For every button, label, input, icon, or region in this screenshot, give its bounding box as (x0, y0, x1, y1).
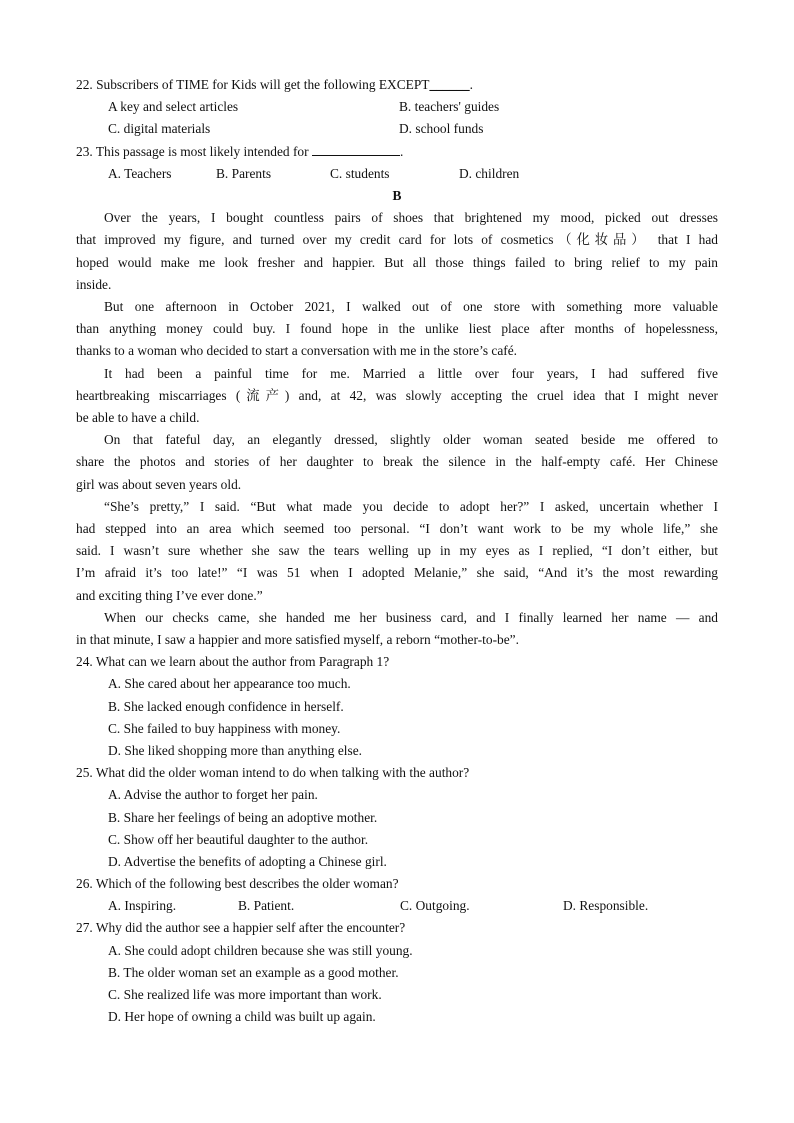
passage-line: I’m afraid it’s too late!” “I was 51 when I adopted Melanie,” she said, “And it’s the most rewarding (76, 565, 718, 581)
question-23-end: . (399, 143, 404, 159)
option-27-d: D. Her hope of owning a child was built up again. (108, 1009, 376, 1025)
section-heading-b: B (392, 187, 402, 203)
question-23 (76, 141, 718, 163)
exam-page (76, 74, 718, 1028)
passage-line: When our checks came, she handed me her business card, and I finally learned her name — and (104, 609, 718, 625)
passage-line: said. I wasn’t sure whether she saw the tears welling up in my eyes as I replied, “I don’t either, but (76, 543, 718, 559)
option-24-c: C. She failed to buy happiness with money. (108, 720, 341, 736)
option-23-d: D. children (459, 165, 520, 181)
passage-line: in that minute, I saw a happier and more satisfied myself, a reborn “mother-to-be”. (76, 631, 519, 647)
passage-line: that improved my figure, and turned over my credit card for lots of cosmetics（化妆品） that I had (76, 232, 718, 248)
question-22-end: . (469, 77, 473, 92)
passage-paragraph-4 (76, 429, 718, 496)
passage-line: thanks to a woman who decided to start a conversation with me in the store’s café. (76, 343, 518, 359)
option-27-c: C. She realized life was more important than work. (108, 987, 382, 1002)
option-22-a: A key and select articles (108, 99, 239, 115)
passage-line: share the photos and stories of her daughter to break the silence in the half-empty café. Her Chinese (76, 454, 718, 470)
option-25-b: B. Share her feelings of being an adoptive mother. (108, 809, 378, 825)
passage-line: But one afternoon in October 2021, I walked out of one store with something more valuable (104, 298, 718, 314)
option-23-c: C. students (330, 165, 390, 181)
question-26: 26. Which of the following best describes the older woman? (76, 876, 399, 892)
passage-line: inside. (76, 276, 112, 292)
passage-paragraph-2 (76, 296, 718, 363)
option-27-a: A. She could adopt children because she was still young. (108, 942, 413, 958)
question-22 (76, 74, 718, 96)
option-26-a: A. Inspiring. (108, 898, 177, 914)
option-27-b: B. The older woman set an example as a good mother. (108, 964, 399, 980)
option-24-a: A. She cared about her appearance too much. (108, 676, 351, 692)
passage-line: hoped would make me look fresher and happier. But all those things failed to bring relief to my pain (76, 254, 718, 270)
question-22-blank: ______ (429, 77, 470, 92)
passage-line: Over the years, I bought countless pairs of shoes that brightened my mood, picked out dresses (104, 210, 718, 226)
option-26-c: C. Outgoing. (400, 898, 470, 914)
option-24-d: D. She liked shopping more than anything else. (108, 742, 363, 758)
question-27: 27. Why did the author see a happier self after the encounter? (76, 920, 406, 936)
option-25-d: D. Advertise the benefits of adopting a Chinese girl. (108, 853, 387, 869)
question-22-options-row-1 (76, 96, 718, 118)
passage-paragraph-5 (76, 496, 718, 607)
question-23-options (76, 163, 718, 185)
option-23-b: B. Parents (216, 165, 272, 181)
question-23-blank (312, 141, 400, 156)
option-25-c: C. Show off her beautiful daughter to the author. (108, 831, 369, 847)
option-23-a: A. Teachers (108, 165, 172, 181)
passage-line: than anything money could buy. I found hope in the unlike liest place after months of hopelessness, (76, 321, 718, 337)
question-22-stem: 22. Subscribers of TIME for Kids will get the following EXCEPT (76, 77, 430, 92)
option-22-d: D. school funds (399, 121, 484, 137)
question-26-options (76, 895, 718, 917)
passage-line: and exciting thing I’ve ever done.” (76, 587, 263, 603)
question-24: 24. What can we learn about the author from Paragraph 1? (76, 654, 390, 670)
option-22-b: B. teachers' guides (399, 99, 500, 115)
passage-paragraph-1 (76, 207, 718, 296)
passage-line: be able to have a child. (76, 409, 200, 425)
question-22-options-row-2 (76, 118, 718, 140)
option-26-b: B. Patient. (238, 898, 295, 914)
option-22-c: C. digital materials (108, 121, 211, 137)
passage-line: “She’s pretty,” I said. “But what made you decide to adopt her?” I asked, uncertain whether I (104, 498, 718, 514)
passage-line: It had been a painful time for me. Married a little over four years, I had suffered five (104, 365, 718, 381)
passage-line: On that fateful day, an elegantly dressed, slightly older woman seated beside me offered to (104, 432, 718, 448)
question-23-stem: 23. This passage is most likely intended for (76, 143, 309, 159)
passage-line: girl was about seven years old. (76, 476, 242, 492)
option-25-a: A. Advise the author to forget her pain. (108, 787, 318, 803)
option-24-b: B. She lacked enough confidence in herself. (108, 698, 344, 714)
question-25: 25. What did the older woman intend to do when talking with the author? (76, 765, 470, 781)
passage-paragraph-6 (76, 607, 718, 651)
option-26-d: D. Responsible. (563, 898, 649, 914)
passage-line: heartbreaking miscarriages (流产) and, at 42, was slowly accepting the cruel idea that I might never (76, 387, 718, 403)
passage-line: had stepped into an area which seemed too personal. “I don’t want work to be my whole life,” she (76, 520, 718, 536)
passage-paragraph-3 (76, 363, 718, 430)
